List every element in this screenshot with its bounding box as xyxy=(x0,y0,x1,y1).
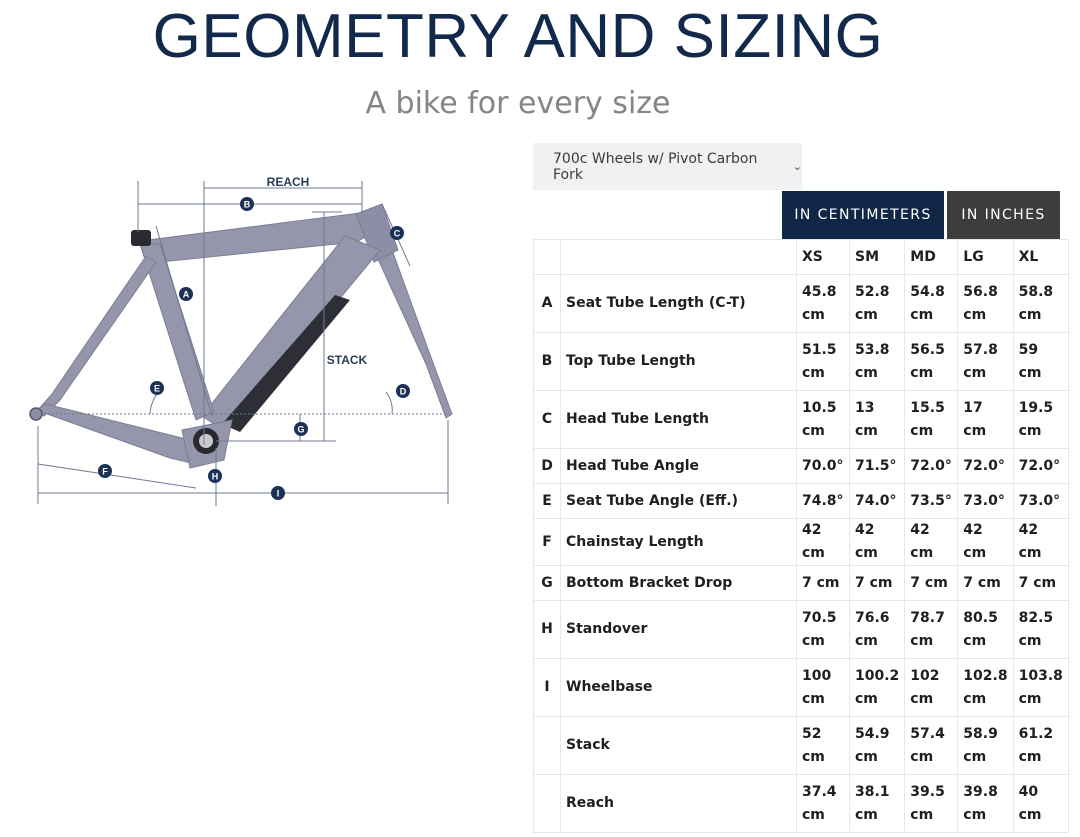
table-header-row xyxy=(534,240,1069,275)
row-letter: H xyxy=(534,601,561,659)
row-measurement-name: Reach xyxy=(561,775,797,833)
value-cell-sm: 100.2 cm xyxy=(850,659,905,717)
value-cell-sm: 76.6 cm xyxy=(850,601,905,659)
value-cell-md: 56.5 cm xyxy=(905,333,958,391)
value-cell-xs: 45.8 cm xyxy=(797,275,850,333)
value-cell-lg: 17 cm xyxy=(958,391,1013,449)
table-row xyxy=(534,566,1069,601)
table-row xyxy=(534,601,1069,659)
value-cell-xl: 61.2 cm xyxy=(1013,717,1068,775)
marker-d: D xyxy=(399,386,407,397)
value-cell-lg: 7 cm xyxy=(958,566,1013,601)
units-centimeters-button[interactable]: IN CENTIMETERS xyxy=(782,191,944,239)
units-inches-button[interactable]: IN INCHES xyxy=(947,191,1060,239)
value-cell-xl: 82.5 cm xyxy=(1013,601,1068,659)
value-cell-lg: 56.8 cm xyxy=(958,275,1013,333)
header-letter-cell xyxy=(534,240,561,275)
table-row xyxy=(534,717,1069,775)
page-title: GEOMETRY AND SIZING xyxy=(152,2,884,71)
marker-e: E xyxy=(153,383,161,394)
value-cell-md: 78.7 cm xyxy=(905,601,958,659)
value-cell-lg: 72.0° xyxy=(958,449,1013,484)
value-cell-sm: 52.8 cm xyxy=(850,275,905,333)
value-cell-xl: 72.0° xyxy=(1013,449,1068,484)
size-header-xl: XL xyxy=(1013,240,1068,275)
row-letter xyxy=(534,717,561,775)
reach-label: REACH xyxy=(266,175,310,189)
value-cell-sm: 38.1 cm xyxy=(850,775,905,833)
value-cell-sm: 13 cm xyxy=(850,391,905,449)
row-letter xyxy=(534,775,561,833)
table-row xyxy=(534,775,1069,833)
row-measurement-name: Seat Tube Length (C-T) xyxy=(561,275,797,333)
table-row xyxy=(534,449,1069,484)
row-letter: F xyxy=(534,519,561,566)
row-letter: D xyxy=(534,449,561,484)
marker-i: I xyxy=(276,488,280,499)
marker-c: C xyxy=(393,228,401,239)
row-measurement-name: Seat Tube Angle (Eff.) xyxy=(561,484,797,519)
row-letter: C xyxy=(534,391,561,449)
value-cell-lg: 39.8 cm xyxy=(958,775,1013,833)
value-cell-md: 39.5 cm xyxy=(905,775,958,833)
value-cell-xl: 7 cm xyxy=(1013,566,1068,601)
marker-f: F xyxy=(102,466,108,477)
value-cell-md: 73.5° xyxy=(905,484,958,519)
value-cell-lg: 57.8 cm xyxy=(958,333,1013,391)
size-header-xs: XS xyxy=(797,240,850,275)
table-row xyxy=(534,333,1069,391)
table-row xyxy=(534,275,1069,333)
value-cell-lg: 42 cm xyxy=(958,519,1013,566)
row-measurement-name: Wheelbase xyxy=(561,659,797,717)
row-letter: E xyxy=(534,484,561,519)
value-cell-sm: 53.8 cm xyxy=(850,333,905,391)
table-row xyxy=(534,391,1069,449)
row-measurement-name: Head Tube Length xyxy=(561,391,797,449)
value-cell-md: 7 cm xyxy=(905,566,958,601)
value-cell-xs: 70.0° xyxy=(797,449,850,484)
value-cell-md: 57.4 cm xyxy=(905,717,958,775)
value-cell-xl: 103.8 cm xyxy=(1013,659,1068,717)
row-measurement-name: Bottom Bracket Drop xyxy=(561,566,797,601)
value-cell-xs: 70.5 cm xyxy=(797,601,850,659)
row-measurement-name: Standover xyxy=(561,601,797,659)
value-cell-xs: 74.8° xyxy=(797,484,850,519)
value-cell-xl: 73.0° xyxy=(1013,484,1068,519)
value-cell-sm: 54.9 cm xyxy=(850,717,905,775)
row-letter: A xyxy=(534,275,561,333)
wheel-fork-select-value: 700c Wheels w/ Pivot Carbon Fork xyxy=(553,150,758,183)
marker-h: H xyxy=(211,471,219,482)
row-letter: G xyxy=(534,566,561,601)
value-cell-xs: 37.4 cm xyxy=(797,775,850,833)
frame-illustration xyxy=(30,204,452,468)
value-cell-xl: 42 cm xyxy=(1013,519,1068,566)
value-cell-xl: 40 cm xyxy=(1013,775,1068,833)
value-cell-xs: 52 cm xyxy=(797,717,850,775)
value-cell-xs: 51.5 cm xyxy=(797,333,850,391)
value-cell-lg: 73.0° xyxy=(958,484,1013,519)
value-cell-md: 102 cm xyxy=(905,659,958,717)
value-cell-lg: 80.5 cm xyxy=(958,601,1013,659)
row-measurement-name: Stack xyxy=(561,717,797,775)
value-cell-xl: 59 cm xyxy=(1013,333,1068,391)
geometry-table xyxy=(533,239,1069,833)
row-measurement-name: Head Tube Angle xyxy=(561,449,797,484)
marker-g: G xyxy=(297,424,305,435)
value-cell-sm: 7 cm xyxy=(850,566,905,601)
table-row xyxy=(534,484,1069,519)
value-cell-lg: 58.9 cm xyxy=(958,717,1013,775)
value-cell-xs: 10.5 cm xyxy=(797,391,850,449)
value-cell-xl: 58.8 cm xyxy=(1013,275,1068,333)
table-row xyxy=(534,519,1069,566)
row-letter: I xyxy=(534,659,561,717)
size-header-lg: LG xyxy=(958,240,1013,275)
wheel-fork-select[interactable] xyxy=(533,143,802,190)
value-cell-md: 15.5 cm xyxy=(905,391,958,449)
marker-a: A xyxy=(182,289,190,300)
value-cell-lg: 102.8 cm xyxy=(958,659,1013,717)
value-cell-xs: 100 cm xyxy=(797,659,850,717)
value-cell-xs: 42 cm xyxy=(797,519,850,566)
marker-b: B xyxy=(243,199,251,210)
row-measurement-name: Chainstay Length xyxy=(561,519,797,566)
value-cell-sm: 71.5° xyxy=(850,449,905,484)
header-name-cell xyxy=(561,240,797,275)
value-cell-md: 54.8 cm xyxy=(905,275,958,333)
value-cell-sm: 42 cm xyxy=(850,519,905,566)
row-letter: B xyxy=(534,333,561,391)
frame-geometry-diagram xyxy=(20,170,490,515)
size-header-md: MD xyxy=(905,240,958,275)
table-row xyxy=(534,659,1069,717)
chevron-down-icon: ⌄ xyxy=(792,160,802,173)
value-cell-xs: 7 cm xyxy=(797,566,850,601)
size-header-sm: SM xyxy=(850,240,905,275)
value-cell-md: 42 cm xyxy=(905,519,958,566)
page-subtitle: A bike for every size xyxy=(365,86,671,121)
stack-label: STACK xyxy=(326,353,368,367)
value-cell-sm: 74.0° xyxy=(850,484,905,519)
value-cell-xl: 19.5 cm xyxy=(1013,391,1068,449)
value-cell-md: 72.0° xyxy=(905,449,958,484)
row-measurement-name: Top Tube Length xyxy=(561,333,797,391)
